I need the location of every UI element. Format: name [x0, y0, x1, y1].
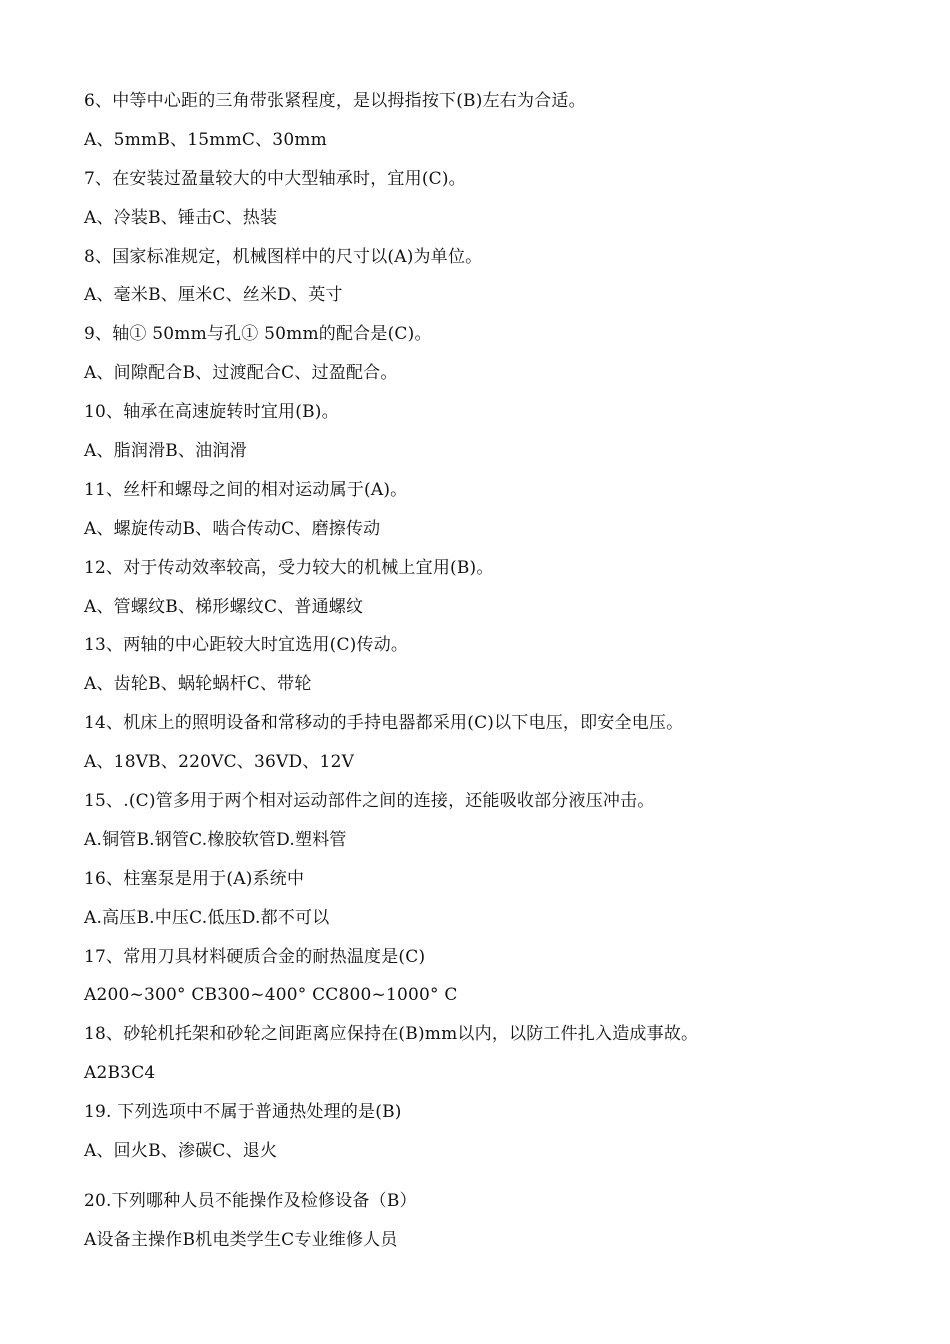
question-13: 13、两轴的中心距较大时宜选用(C)传动。 — [84, 635, 409, 656]
question-6: 6、中等中心距的三角带张紧程度，是以拇指按下(B)左右为合适。 — [84, 91, 586, 111]
options-18: A2B3C4 — [84, 1063, 156, 1084]
question-18: 18、砂轮机托架和砂轮之间距离应保持在(B)mm以内，以防工件扎入造成事故。 — [84, 1024, 699, 1045]
options-15: A.铜管B.钢管C.橡胶软管D.塑料管 — [84, 829, 347, 850]
options-11: A、螺旋传动B、啮合传动C、磨擦传动 — [84, 518, 381, 539]
question-10: 10、轴承在高速旋转时宜用(B)。 — [84, 402, 339, 423]
options-9: A、间隙配合B、过渡配合C、过盈配合。 — [84, 363, 398, 384]
options-16: A.高压B.中压C.低压D.都不可以 — [84, 907, 330, 928]
options-7: A、冷装B、锤击C、热装 — [84, 207, 278, 228]
options-10: A、脂润滑B、油润滑 — [84, 441, 247, 462]
question-7: 7、在安装过盈量较大的中大型轴承时，宜用(C)。 — [84, 168, 466, 189]
options-19: A、回火B、渗碳C、退火 — [84, 1141, 278, 1162]
question-12: 12、对于传动效率较高，受力较大的机械上宜用(B)。 — [84, 557, 494, 578]
options-13: A、齿轮B、蜗轮蜗杆C、带轮 — [84, 674, 312, 695]
question-14: 14、机床上的照明设备和常移动的手持电器都采用(C)以下电压，即安全电压。 — [84, 713, 684, 734]
options-12: A、管螺纹B、梯形螺纹C、普通螺纹 — [84, 596, 364, 617]
question-20: 20.下列哪种人员不能操作及检修设备（B） — [84, 1190, 417, 1211]
options-14: A、18VB、220VC、36VD、12V — [84, 752, 355, 773]
question-17: 17、常用刀具材料硬质合金的耐热温度是(C) — [84, 946, 426, 967]
options-17: A200~300° CB300~400° CC800~1000° C — [84, 985, 458, 1006]
question-15: 15、.(C)管多用于两个相对运动部件之间的连接，还能吸收部分液压冲击。 — [84, 791, 655, 812]
question-9: 9、轴① 50mm与孔① 50mm的配合是(C)。 — [84, 324, 432, 345]
document-body — [84, 82, 924, 1260]
options-20: A设备主操作B机电类学生C专业维修人员 — [84, 1229, 398, 1250]
options-8: A、毫米B、厘米C、丝米D、英寸 — [84, 285, 343, 306]
options-6: A、5mmB、15mmC、30mm — [84, 129, 327, 150]
question-11: 11、丝杆和螺母之间的相对运动属于(A)。 — [84, 479, 408, 500]
question-8: 8、国家标准规定，机械图样中的尺寸以(A)为单位。 — [84, 246, 483, 267]
question-16: 16、柱塞泵是用于(A)系统中 — [84, 868, 305, 889]
question-19: 19. 下列选项中不属于普通热处理的是(B) — [84, 1102, 402, 1123]
